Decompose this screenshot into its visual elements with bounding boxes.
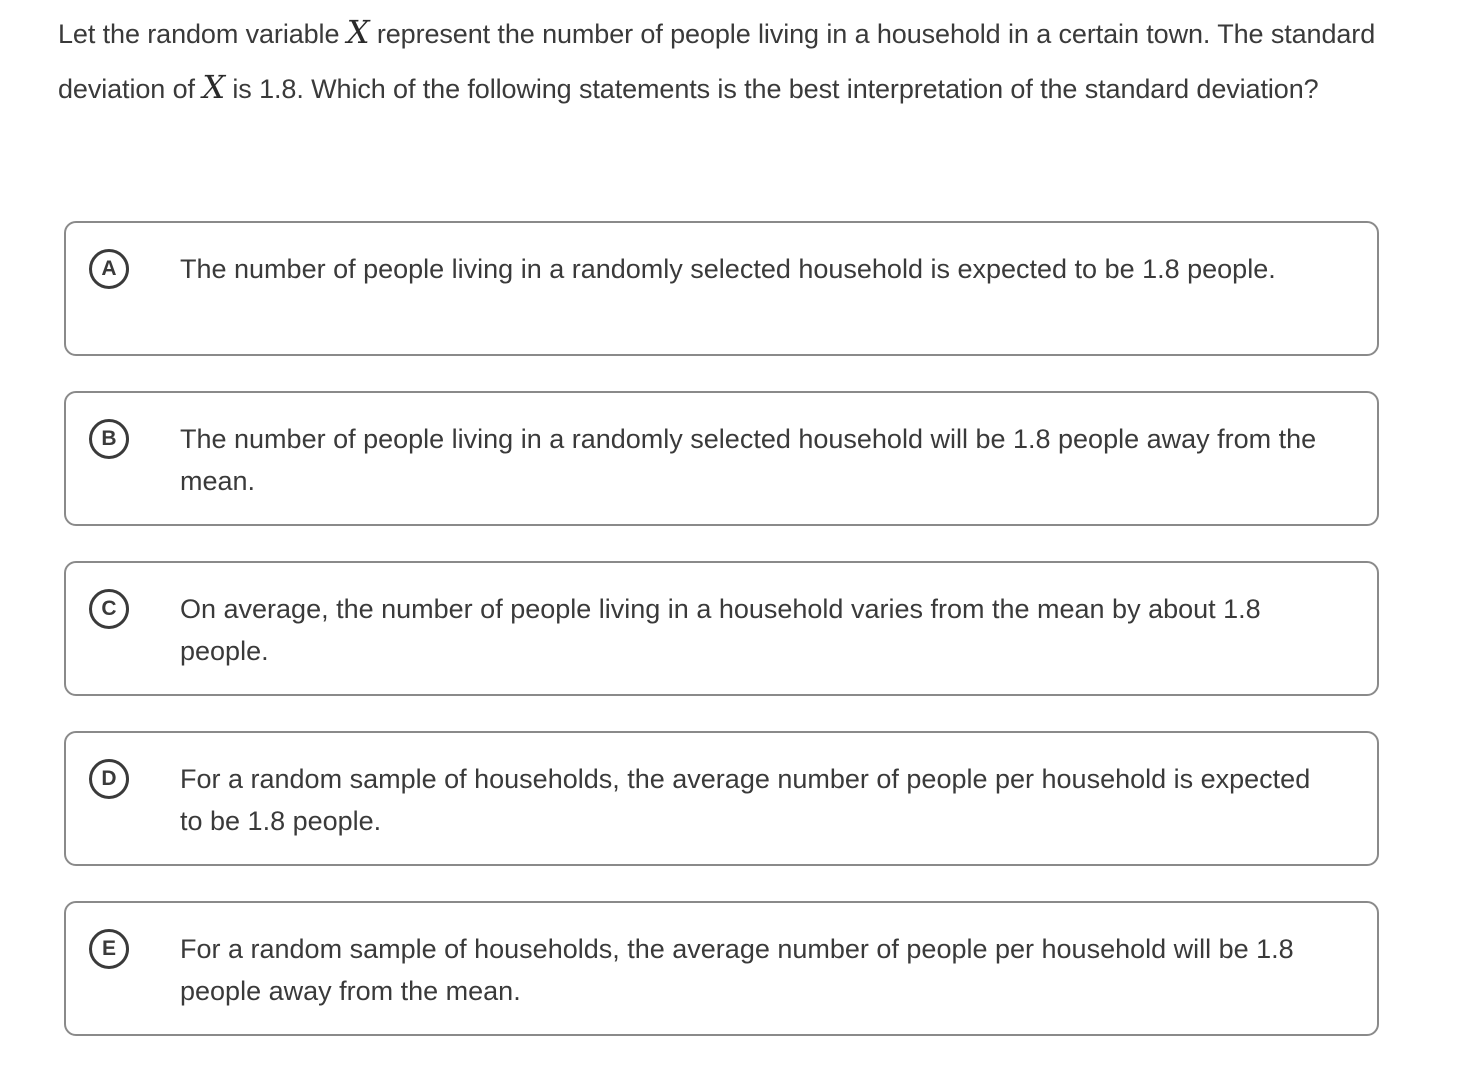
choice-d[interactable] [64,731,1379,866]
question-text-part1: Let the random variable [58,19,347,49]
choice-letter-b-icon: B [89,419,129,459]
variable-x: X [346,13,370,51]
choice-e[interactable] [64,901,1379,1036]
choice-letter-d-icon: D [89,759,129,799]
question-text-part2: represent the number of people living in a household in a certain town. The standard deviation of [58,19,1376,104]
choice-letter-e-icon: E [89,929,129,969]
question-stem [58,6,1398,116]
variable-x: X [202,68,225,106]
choice-letter-c-icon: C [89,589,129,629]
answer-choices [64,221,1379,1071]
choice-text: The number of people living in a randomly selected household will be 1.8 people away from the mean. [180,424,1317,496]
choice-a[interactable] [64,221,1379,356]
choice-c[interactable] [64,561,1379,696]
choice-text: For a random sample of households, the average number of people per household is expected to be 1.8 people. [180,764,1311,836]
choice-text: On average, the number of people living in a household varies from the mean by about 1.8 people. [180,594,1261,666]
choice-letter-a-icon: A [89,249,129,289]
choice-text: For a random sample of households, the average number of people per household will be 1.8 people away from the mean. [180,934,1294,1006]
choice-b[interactable] [64,391,1379,526]
question-text-part3: is 1.8. Which of the following statements is the best interpretation of the standard deviation? [225,74,1319,104]
choice-text: The number of people living in a randomly selected household is expected to be 1.8 people. [180,254,1276,284]
